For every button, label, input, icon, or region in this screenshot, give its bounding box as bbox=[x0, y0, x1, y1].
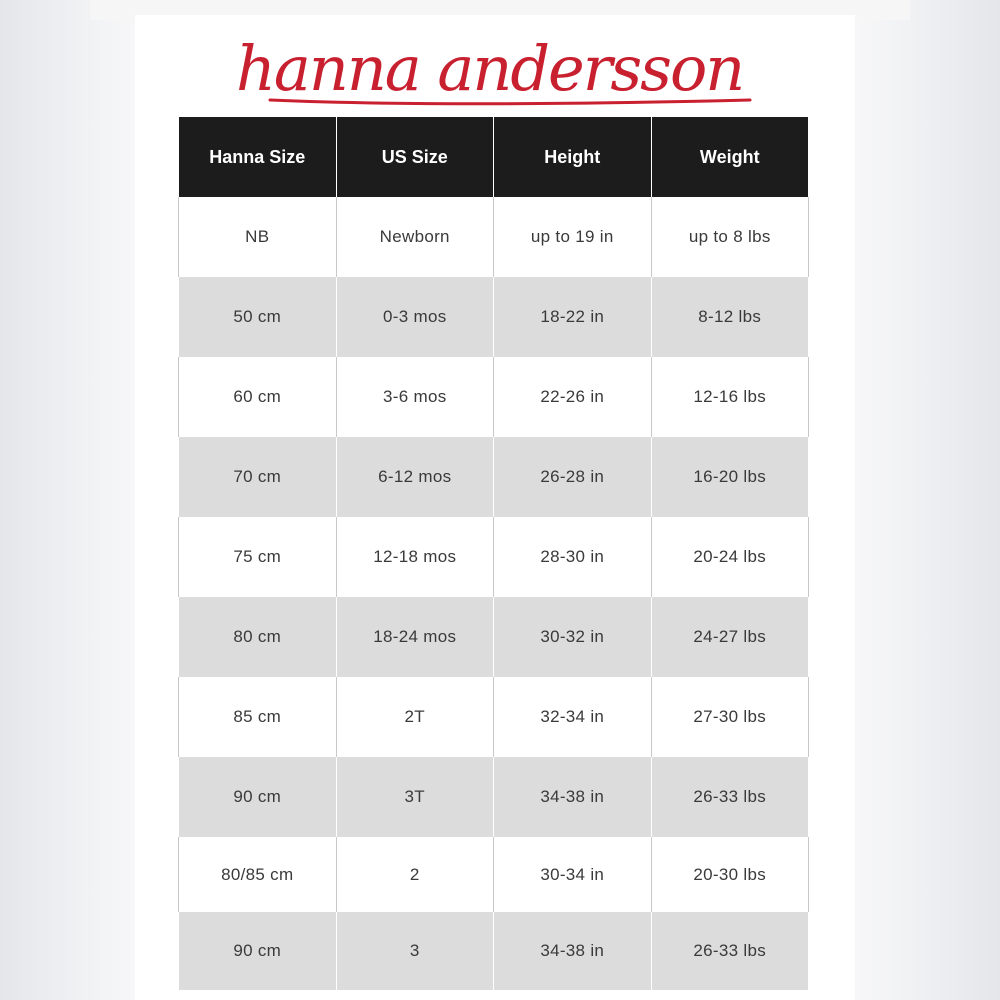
table-row bbox=[179, 357, 809, 437]
cell-weight: 20-30 lbs bbox=[651, 837, 809, 912]
table-row bbox=[179, 277, 809, 357]
header-us-size: US Size bbox=[336, 117, 494, 197]
cell-weight: 12-16 lbs bbox=[651, 357, 809, 437]
cell-height: 34-38 in bbox=[494, 757, 652, 837]
cell-hanna-size: 90 cm bbox=[179, 912, 337, 990]
cell-height: 22-26 in bbox=[494, 357, 652, 437]
cell-hanna-size: 85 cm bbox=[179, 677, 337, 757]
header-height: Height bbox=[494, 117, 652, 197]
cell-height: 26-28 in bbox=[494, 437, 652, 517]
cell-us-size: 3-6 mos bbox=[336, 357, 494, 437]
table-row bbox=[179, 837, 809, 912]
table-row bbox=[179, 912, 809, 990]
background-right bbox=[855, 0, 1000, 1000]
cell-hanna-size: 80 cm bbox=[179, 597, 337, 677]
cell-weight: 26-33 lbs bbox=[651, 757, 809, 837]
table-row bbox=[179, 517, 809, 597]
table-row bbox=[179, 437, 809, 517]
cell-us-size: 6-12 mos bbox=[336, 437, 494, 517]
table-row bbox=[179, 757, 809, 837]
cell-hanna-size: 70 cm bbox=[179, 437, 337, 517]
cell-weight: 26-33 lbs bbox=[651, 912, 809, 990]
cell-height: 18-22 in bbox=[494, 277, 652, 357]
cell-weight: up to 8 lbs bbox=[651, 197, 809, 277]
table-row bbox=[179, 677, 809, 757]
cell-height: up to 19 in bbox=[494, 197, 652, 277]
brand-logo bbox=[230, 18, 760, 113]
cell-hanna-size: 50 cm bbox=[179, 277, 337, 357]
cell-us-size: 12-18 mos bbox=[336, 517, 494, 597]
size-table-container bbox=[178, 117, 809, 990]
cell-weight: 20-24 lbs bbox=[651, 517, 809, 597]
brand-logo-text: hanna andersson bbox=[236, 32, 744, 105]
background-left bbox=[0, 0, 135, 1000]
cell-us-size: Newborn bbox=[336, 197, 494, 277]
table-row bbox=[179, 597, 809, 677]
cell-height: 30-32 in bbox=[494, 597, 652, 677]
cell-us-size: 2T bbox=[336, 677, 494, 757]
cell-hanna-size: 60 cm bbox=[179, 357, 337, 437]
cell-height: 34-38 in bbox=[494, 912, 652, 990]
cell-hanna-size: 75 cm bbox=[179, 517, 337, 597]
size-table bbox=[178, 117, 809, 990]
cell-us-size: 2 bbox=[336, 837, 494, 912]
cell-weight: 24-27 lbs bbox=[651, 597, 809, 677]
cell-hanna-size: 90 cm bbox=[179, 757, 337, 837]
cell-height: 32-34 in bbox=[494, 677, 652, 757]
cell-us-size: 3T bbox=[336, 757, 494, 837]
cell-hanna-size: 80/85 cm bbox=[179, 837, 337, 912]
size-table-header-row bbox=[179, 117, 809, 197]
cell-weight: 27-30 lbs bbox=[651, 677, 809, 757]
cell-height: 30-34 in bbox=[494, 837, 652, 912]
header-weight: Weight bbox=[651, 117, 809, 197]
cell-us-size: 18-24 mos bbox=[336, 597, 494, 677]
table-row bbox=[179, 197, 809, 277]
cell-weight: 16-20 lbs bbox=[651, 437, 809, 517]
cell-hanna-size: NB bbox=[179, 197, 337, 277]
cell-weight: 8-12 lbs bbox=[651, 277, 809, 357]
cell-us-size: 0-3 mos bbox=[336, 277, 494, 357]
cell-height: 28-30 in bbox=[494, 517, 652, 597]
cell-us-size: 3 bbox=[336, 912, 494, 990]
header-hanna-size: Hanna Size bbox=[179, 117, 337, 197]
